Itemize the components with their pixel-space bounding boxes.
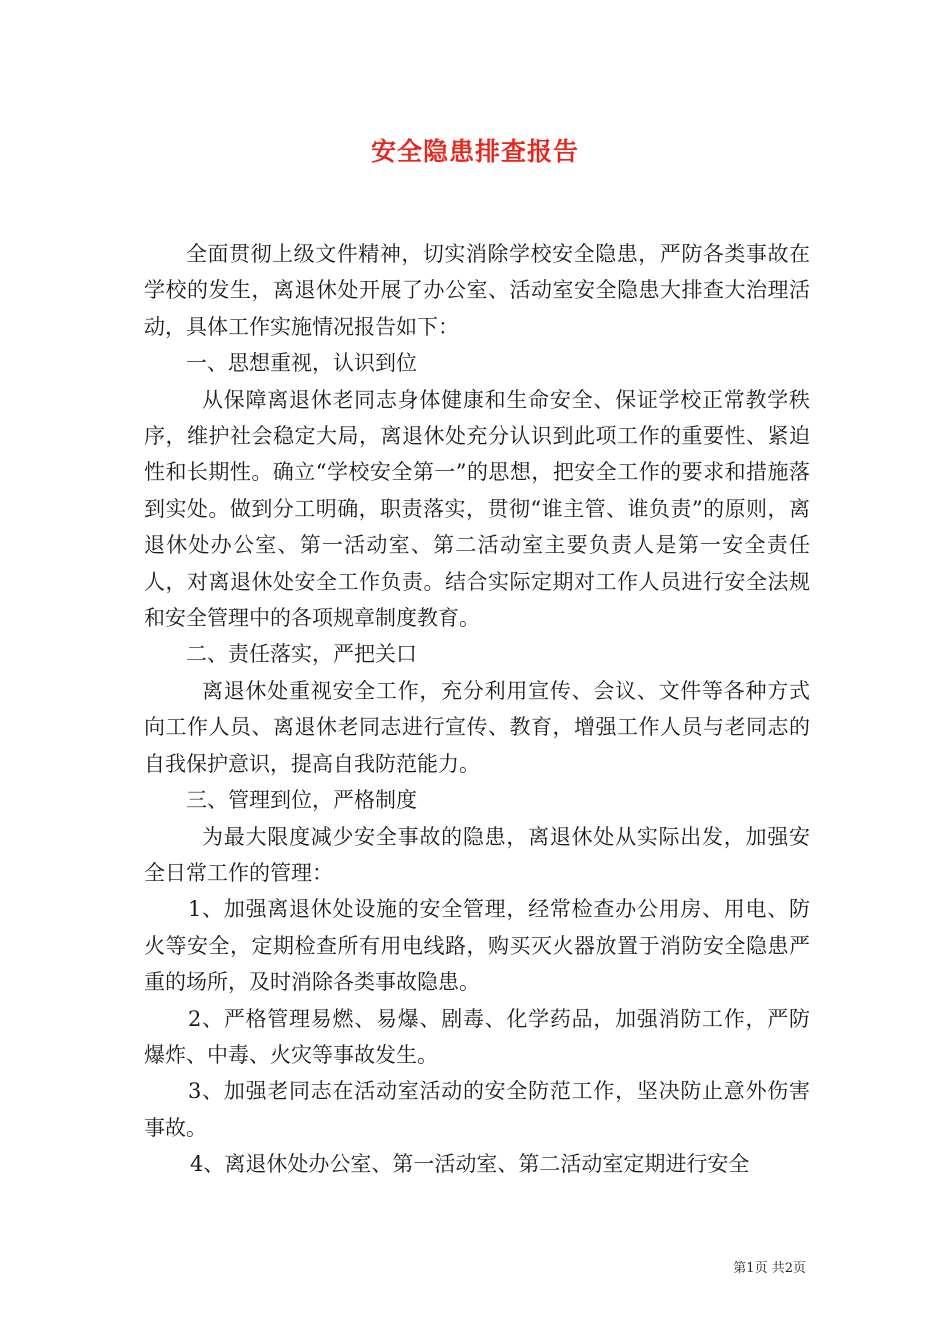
page-title: 安全隐患排查报告 <box>370 137 579 166</box>
paragraph-section-2: 离退休处重视安全工作，充分利用宣传、会议、文件等各种方式向工作人员、离退休老同志进行宣传、教育，增强工作人员与老同志的自我保护意识，提高自我防范能力。 <box>144 678 810 776</box>
section-heading-1: 一、思想重视，认识到位 <box>186 351 417 376</box>
list-item-4: 4、离退休处办公室、第一活动室、第二活动室定期进行安全 <box>190 1152 750 1177</box>
paragraph-section-1: 从保障离退休老同志身体健康和生命安全、保证学校正常教学秩序，维护社会稳定大局，离退休处充分认识到此项工作的重要性、紧迫性和长期性。确立“学校安全第一”的思想，把安全工作的要求和措施落到实处。做到分工明确，职责落实，贯彻“谁主管、谁负责”的原则，离退休处办公室、第一活动室、第二活动室主要负责人是第一安全责任人，对离退休处安全工作负责。结合实际定期对工作人员进行安全法规和安全管理中的各项规章制度教育。 <box>144 387 810 631</box>
paragraph-intro: 全面贯彻上级文件精神，切实消除学校安全隐患，严防各类事故在学校的发生，离退休处开展了办公室、活动室安全隐患大排查大治理活动，具体工作实施情况报告如下： <box>144 242 810 339</box>
footer-middle: 页 共 <box>754 1261 785 1276</box>
section-heading-3: 三、管理到位，严格制度 <box>186 788 417 813</box>
footer-current-page: 1 <box>746 1261 755 1276</box>
section-heading-2: 二、责任落实，严把关口 <box>186 642 417 667</box>
list-item-1: 1、加强离退休处设施的安全管理，经常检查办公用房、用电、防火等安全，定期检查所有用电线路，购买灭火器放置于消防安全隐患严重的场所，及时消除各类事故隐患。 <box>144 897 810 995</box>
footer-total-pages: 2 <box>784 1261 793 1276</box>
paragraph-section-3: 为最大限度减少安全事故的隐患，离退休处从实际出发，加强安全日常工作的管理： <box>144 824 810 885</box>
list-item-2: 2、严格管理易燃、易爆、剧毒、化学药品，加强消防工作，严防爆炸、中毒、火灾等事故发生。 <box>144 1006 810 1067</box>
page-footer <box>0 1257 806 1276</box>
document-body <box>144 236 810 1183</box>
footer-prefix: 第 <box>733 1261 747 1276</box>
footer-suffix: 页 <box>792 1261 806 1276</box>
list-item-3: 3、加强老同志在活动室活动的安全防范工作，坚决防止意外伤害事故。 <box>144 1079 810 1140</box>
